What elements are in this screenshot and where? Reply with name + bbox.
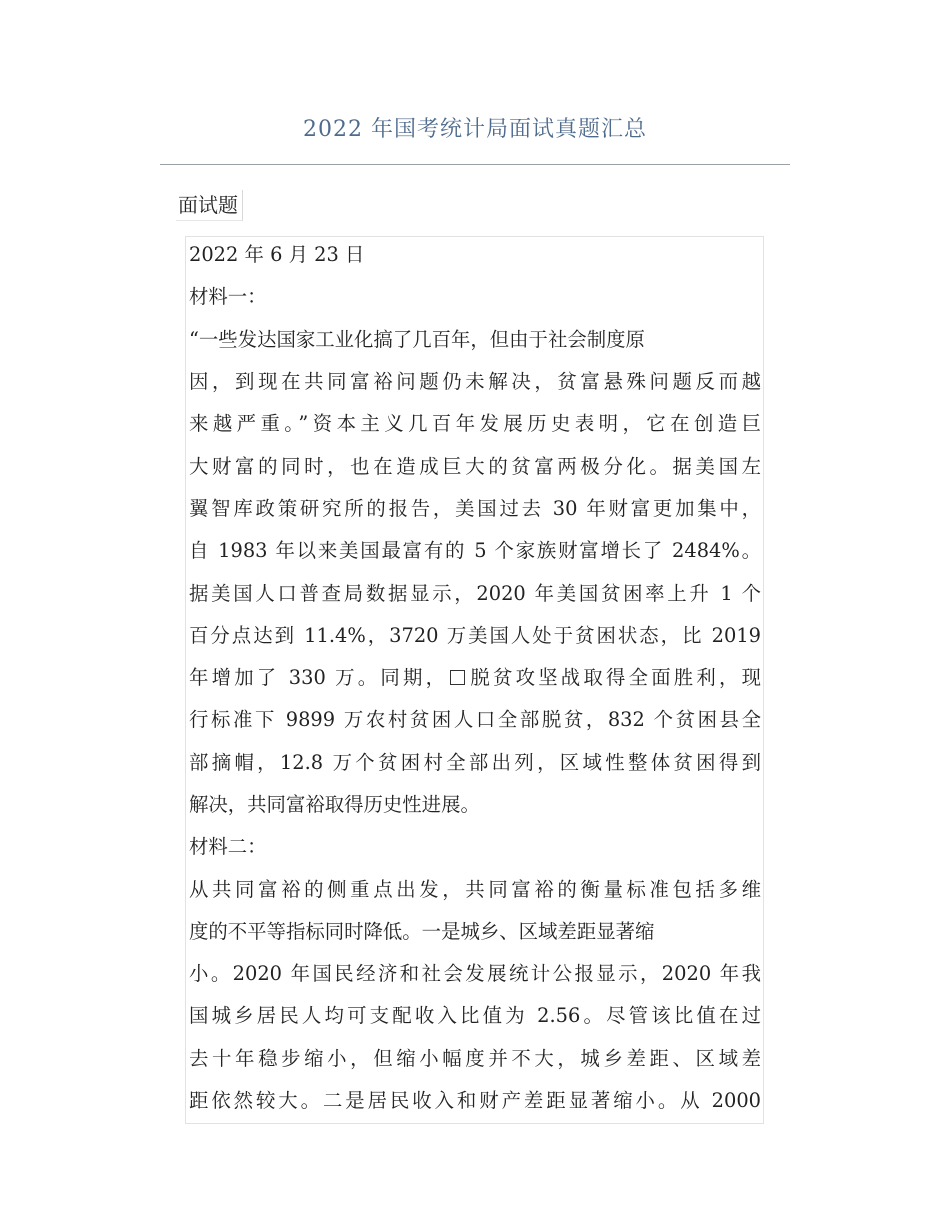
text-line-content: 国城乡居民人均可支配收入比值为 2.56。尽管该比值在过 [189, 1004, 761, 1028]
text-segment: 脱贫攻坚战取得全面胜利，现 [467, 666, 762, 690]
text-line-content: 从共同富裕的侧重点出发，共同富裕的衡量标准包括多维 [189, 877, 761, 901]
text-line [189, 742, 761, 784]
text-line [189, 657, 761, 699]
text-line [189, 236, 761, 276]
content-box [185, 236, 764, 1124]
text-line [189, 699, 761, 741]
text-line-content: 小。2020 年国民经济和社会发展统计公报显示，2020 年我 [189, 962, 761, 986]
text-line-content: 去十年稳步缩小，但缩小幅度并不大，城乡差距、区域差 [189, 1046, 761, 1070]
document-title: 2022 年国考统计局面试真题汇总 [303, 117, 647, 142]
text-line-content: 距依然较大。二是居民收入和财产差距显著缩小。从 2000 [189, 1089, 761, 1113]
text-line [189, 911, 761, 953]
text-line [189, 953, 761, 995]
text-line-content: 大财富的同时，也在造成巨大的贫富两极分化。据美国左 [189, 454, 761, 478]
text-line [189, 530, 761, 572]
text-line-content: 据美国人口普查局数据显示，2020 年美国贫困率上升 1 个 [189, 581, 761, 605]
text-line-content: 百分点达到 11.4%，3720 万美国人处于贫困状态，比 2019 [189, 623, 761, 647]
text-line [189, 488, 761, 530]
section-tab-label: 面试题 [176, 190, 243, 221]
text-line [189, 995, 761, 1037]
text-line [189, 361, 761, 403]
text-line [189, 615, 761, 657]
text-line [189, 403, 761, 445]
text-line-content: 解决，共同富裕取得历史性进展。 [189, 793, 480, 816]
text-line [189, 1038, 761, 1080]
text-line-content: “一些发达国家工业化搞了几百年，但由于社会制度原 [189, 327, 645, 351]
content-text [189, 236, 761, 1122]
text-line [189, 826, 761, 868]
title-divider [160, 164, 790, 165]
text-line [189, 572, 761, 614]
text-line-content: 因，到现在共同富裕问题仍未解决，贫富悬殊问题反而越 [189, 370, 761, 394]
text-line [189, 445, 761, 487]
text-segment: 年增加了 330 万。同期， [189, 666, 449, 690]
text-line-content: 2022 年 6 月 23 日 [189, 243, 365, 267]
text-line-content: 翼智库政策研究所的报告，美国过去 30 年财富更加集中， [189, 496, 761, 520]
text-line-content: 度的不平等指标同时降低。一是城乡、区域差距显著缩 [189, 919, 655, 943]
text-line [189, 1080, 761, 1122]
text-line-content: 材料一： [189, 285, 267, 309]
text-line-content: 部摘帽，12.8 万个贫困村全部出列，区域性整体贫困得到 [189, 750, 761, 774]
text-line [189, 276, 761, 318]
text-line-content: 行标准下 9899 万农村贫困人口全部脱贫，832 个贫困县全 [189, 708, 761, 732]
empty-box-icon [450, 670, 465, 685]
text-line-content: 材料二： [189, 835, 267, 859]
text-line [189, 784, 761, 826]
text-line [189, 319, 761, 361]
text-line-content: 自 1983 年以来美国最富有的 5 个家族财富增长了 2484%。 [189, 539, 761, 563]
text-line [189, 868, 761, 910]
text-line-content: 来越严重。”资本主义几百年发展历史表明，它在创造巨 [189, 412, 761, 436]
